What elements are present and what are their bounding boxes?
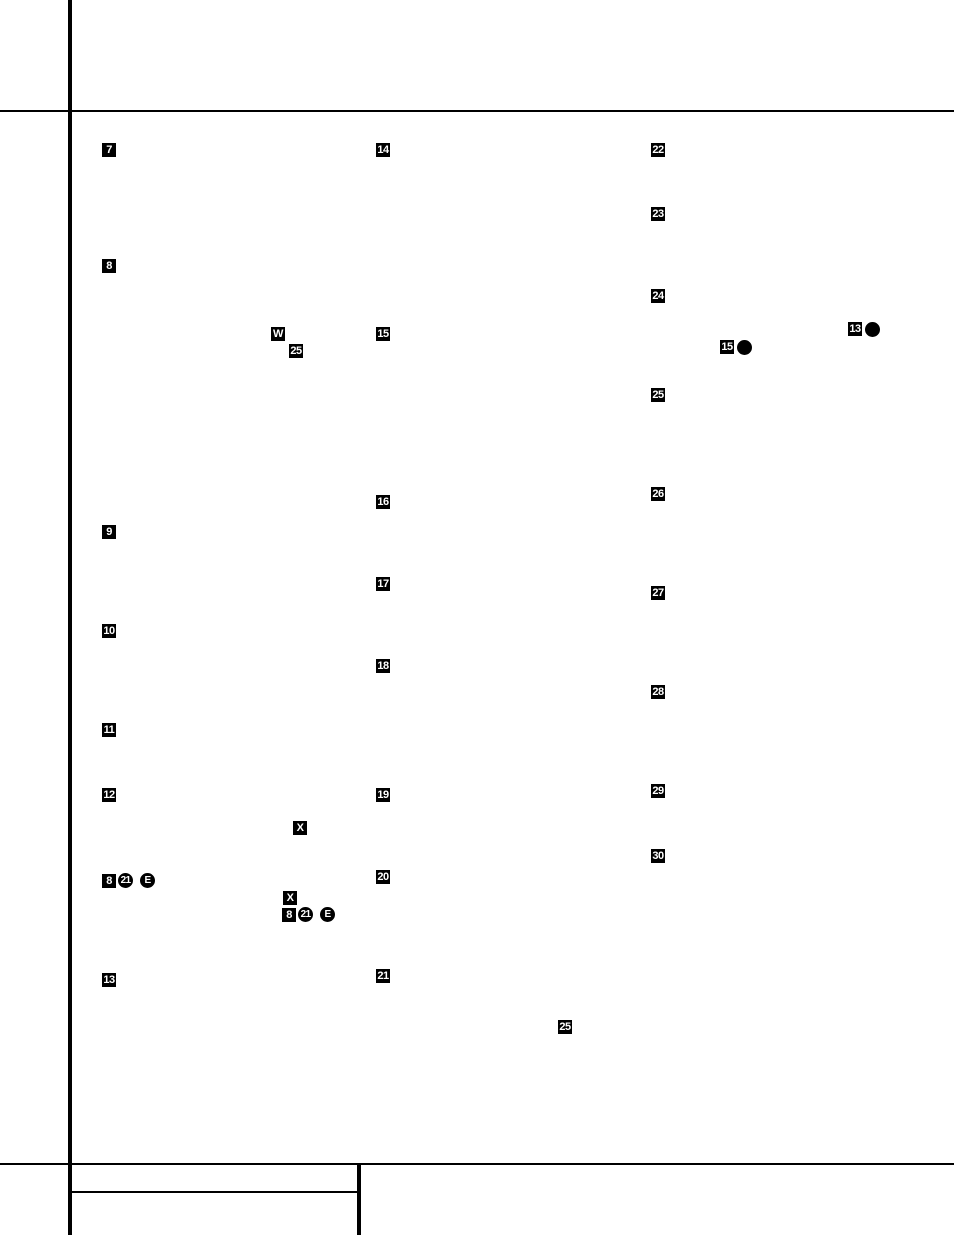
ref-group-marker-8: 8 <box>282 908 296 922</box>
item-marker-7: 7 <box>102 143 116 157</box>
ref-marker-w: W <box>271 327 285 341</box>
item-marker-15: 15 <box>377 328 389 340</box>
item-marker-19: 19 <box>377 789 389 801</box>
ref-marker-x-2: X <box>283 891 297 905</box>
item-marker-18: 18 <box>377 660 389 672</box>
group-marker-e: E <box>140 873 155 888</box>
item-marker-11: 11 <box>103 724 115 736</box>
bullet-dot-icon-2 <box>737 340 752 355</box>
header-rule <box>0 110 954 112</box>
footer-inner-rule <box>72 1191 358 1193</box>
group-marker-21: 21 <box>118 873 133 888</box>
item-marker-25: 25 <box>652 389 664 401</box>
ref-marker-13: 13 <box>849 323 861 335</box>
item-marker-10: 10 <box>103 625 115 637</box>
footer-divider-rule <box>357 1163 361 1235</box>
item-marker-20: 20 <box>377 871 389 883</box>
ref-group-marker-21: 21 <box>298 907 313 922</box>
footer-rule <box>0 1163 954 1165</box>
left-margin-rule <box>68 0 72 1235</box>
item-marker-12: 12 <box>103 789 115 801</box>
item-marker-29: 29 <box>652 785 664 797</box>
ref-marker-25: 25 <box>290 345 302 357</box>
item-marker-17: 17 <box>377 578 389 590</box>
item-marker-22: 22 <box>652 144 664 156</box>
item-marker-27: 27 <box>652 587 664 599</box>
bullet-dot-icon <box>865 322 880 337</box>
item-marker-14: 14 <box>377 144 389 156</box>
ref-marker-x: X <box>293 821 307 835</box>
item-marker-9: 9 <box>102 525 116 539</box>
item-marker-13: 13 <box>103 974 115 986</box>
group-marker-8: 8 <box>102 874 116 888</box>
item-marker-28: 28 <box>652 686 664 698</box>
item-marker-21: 21 <box>377 970 389 982</box>
item-marker-24: 24 <box>652 290 664 302</box>
ref-marker-15: 15 <box>721 341 733 353</box>
item-marker-30: 30 <box>652 850 664 862</box>
item-marker-8: 8 <box>102 259 116 273</box>
ref-group-marker-e: E <box>320 907 335 922</box>
item-marker-23: 23 <box>652 208 664 220</box>
item-marker-26: 26 <box>652 488 664 500</box>
item-marker-16: 16 <box>377 496 389 508</box>
ref-marker-25-col2: 25 <box>559 1021 571 1033</box>
